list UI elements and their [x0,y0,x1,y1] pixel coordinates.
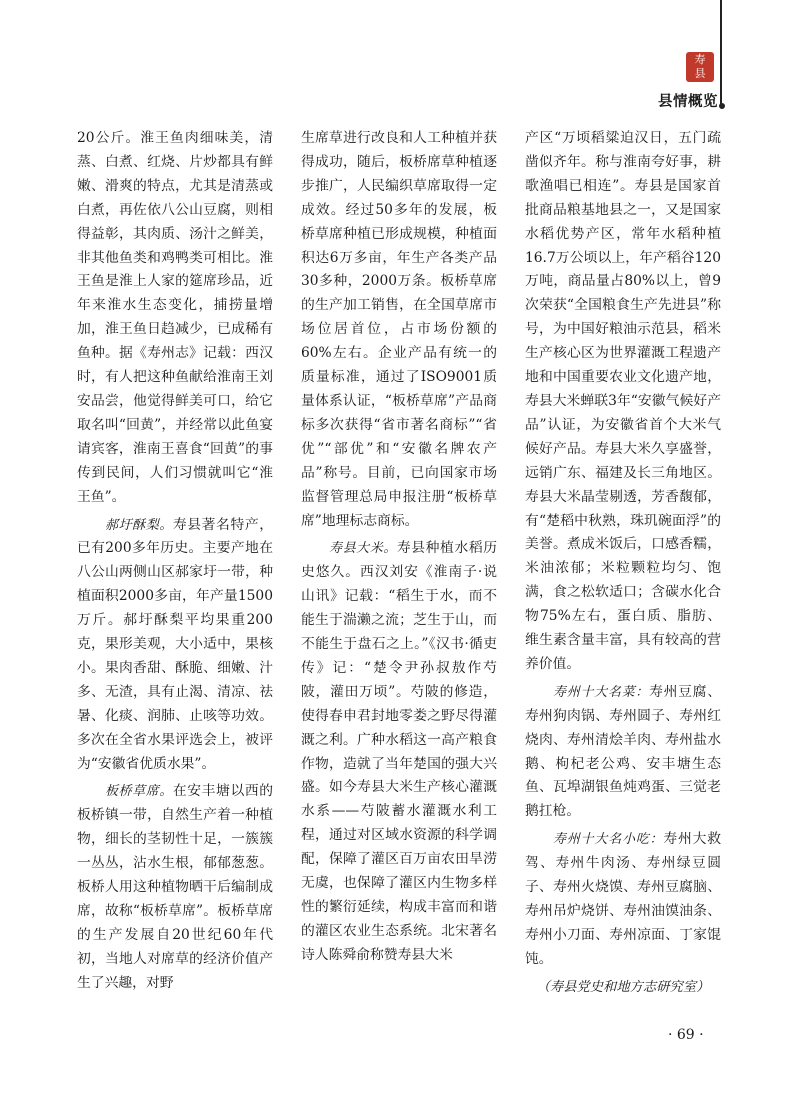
paragraph-banqiao-mat: 板桥草席。在安丰塘以西的板桥镇一带，自然生产着一种植物，细长的茎韧性十足，一簇簇一丛丛，沾水生根，郁郁葱葱。板桥人用这种植物晒干后编制成席，故称“板桥草席”。板桥草席的生产发展自20世纪60年代初，当地人对席草的经济价值产生了兴趣，对野 [77,783,273,991]
paragraph-shouxian-rice-cont: 产区“万顷稻粱迫汉日，五门疏凿似齐年。称与淮南夸好事，耕歌渔唱已相连”。寿县是国家首批商品粮基地县之一，又是国家水稻优势产区，常年水稻种植16.7万公顷以上，年产稻谷120万吨，商品量占80%以上，曾9次荣获“全国粮食生产先进县”称号，为中国好粮油示范县，稻米生产核心区为世界灌溉工程遗产地和中国重要农业文化遗产地，寿县大米蝉联3年“安徽气候好产品”认证，为安徽省首个大米气候好产品。寿县大米久享盛誉，远销广东、福建及长三角地区。寿县大米晶莹剔透，芳香馥郁，有“楚稻中秋熟，珠玑碗面浮”的美誉。煮成米饭后，口感香糯，米油浓郁；米粒颗粒均匀、饱满，食之松软适口；含碳水化合物75%左右，蛋白质、脂肪、维生素含量丰富，具有较高的营养价值。 [525,130,721,672]
heading-banqiao-mat: 板桥草席。 [105,784,173,800]
paragraph-shouxian-rice: 寿县大米。寿县种植水稻历史悠久。西汉刘安《淮南子·说山讯》记载：“稻生于水，而不能生于湍濑之流；芝生于山，而不能生于盘石之上。”《汉书·循吏传》记：“楚令尹孙叔敖作芍陂，灌田万顷”。芍陂的修造，使得春申君封地零娄之野尽得灌溉之利。广种水稻这一高产粮食作物，造就了当年楚国的强大兴盛。如今寿县大米生产核心灌溉水系——芍陂蓄水灌溉水利工程，通过对区域水资源的科学调配，保障了灌区百万亩农田旱涝无虞，也保障了灌区内生物多样性的繁衍延续，构成丰富而和谐的灌区农业生态系统。北宋著名诗人陈舜俞称赞寿县大米 [301,540,497,963]
column-3 [525,127,721,1000]
heading-shouxian-rice: 寿县大米。 [329,541,397,557]
paragraph-huaiwang-fish: 20公斤。淮王鱼肉细味美，清蒸、白煮、红烧、片炒都具有鲜嫩、滑爽的特点，尤其是清蒸或白煮，再佐依八公山豆腐，则相得益彰，其肉质、汤汁之鲜美，非其他鱼类和鸡鸭类可相比。淮王鱼是淮上人家的筵席珍品，近年来淮水生态变化，捕捞量增加，淮王鱼日趋减少，已成稀有鱼种。据《寿州志》记载：西汉时，有人把这种鱼献给淮南王刘安品尝，他觉得鲜美可口，给它取名叫“回黄”，并经常以此鱼宴请宾客，淮南王喜食“回黄”的事传到民间，人们习惯就叫它“淮王鱼”。 [77,130,273,505]
paragraph-famous-snacks: 寿州十大名小吃：寿州大救驾、寿州牛肉汤、寿州绿豆圆子、寿州火烧馍、寿州豆腐脑、寿州吊炉烧饼、寿州油馍油条、寿州小刀面、寿州凉面、丁家馄饨。 [525,831,721,967]
section-title: 县情概览 [658,94,718,110]
heading-famous-snacks: 寿州十大名小吃： [553,832,664,848]
heading-haowei-pear: 郝圩酥梨。 [105,517,173,533]
source-credit: （寿县党史和地方志研究室） [536,979,710,995]
paragraph-banqiao-mat-cont: 生席草进行改良和人工种植并获得成功，随后，板桥席草种植逐步推广，人民编织草席取得一定成效。经过50多年的发展，板桥草席种植已形成规模，种植面积达6万多亩，年生产各类产品30多种，2000万条。板桥草席的生产加工销售，在全国草席市场位居首位，占市场份额的60%左右。企业产品有统一的质量标准，通过了ISO9001质量体系认证，“板桥草席”产品商标多次获得“省市著名商标”“省优”“部优”和“安徽名牌农产品”称号。目前，已向国家市场监督管理总局申报注册“板桥草席”地理标志商标。 [301,130,497,529]
paragraph-haowei-pear: 郝圩酥梨。寿县著名特产，已有200多年历史。主要产地在八公山两侧山区郝家圩一带，种植面积2000多亩，年产量1500万斤。郝圩酥梨平均果重200克，果形美观，大小适中，果核小。果肉香甜、酥脆、细嫩、汁多、无渣，具有止渴、清凉、祛暑、化痰、润肺、止咳等功效。多次在全省水果评选会上，被评为“安徽省优质水果”。 [77,516,273,772]
seal-logo: 寿 县 [686,52,714,82]
page-number: · 69 · [668,1027,704,1043]
column-1 [77,127,273,1000]
paragraph-famous-dishes: 寿州十大名菜：寿州豆腐、寿州狗肉锅、寿州圆子、寿州红烧肉、寿州清烩羊肉、寿州盐水鹅、枸杞老公鸡、安丰塘生态鱼、瓦埠湖银鱼炖鸡蛋、三觉老鹅扛枪。 [525,683,721,820]
heading-famous-dishes: 寿州十大名菜： [553,684,650,700]
column-2 [301,127,497,972]
title-bullet-dot [719,103,725,109]
header-vertical-rule [720,0,722,108]
